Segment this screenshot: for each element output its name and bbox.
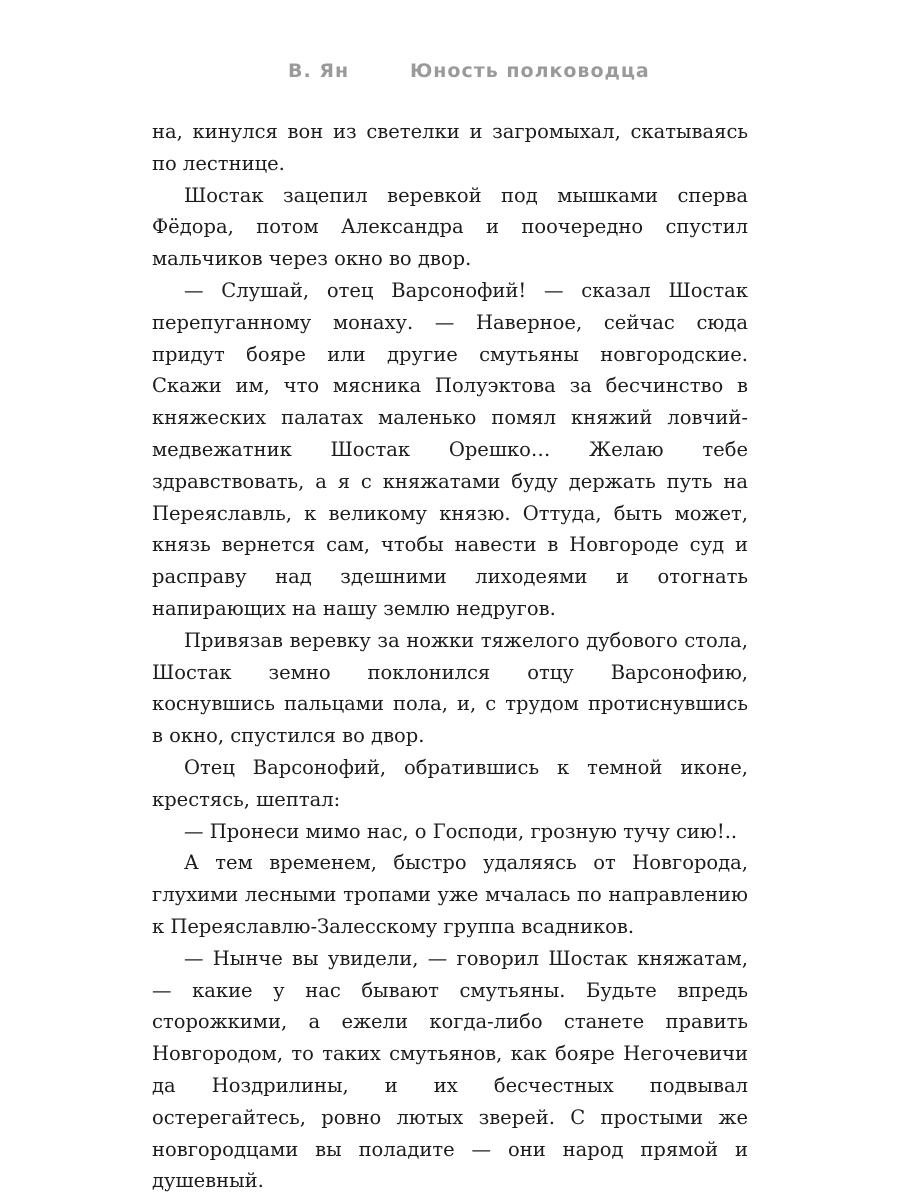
paragraph: Шостак зацепил веревкой под мышками сперва Фёдора, потом Александра и поочередно спустил мальчиков через окно во двор. [152,183,748,271]
paragraph: — Слушай, отец Варсонофий! — сказал Шостак перепуганному монаху. — Наверное, сейчас сюда придут бояре или другие смутьяны новгородские. Скажи им, что мясника Полуэктова за бесчинство в княжеских палатах маленько помял княжий ловчий-медвежатник Шостак Орешко… Желаю тебе здравствовать, а я с княжатами буду держать путь на Переяславль, к великому князю. Оттуда, быть может, князь вернется сам, чтобы навести в Новгороде суд и расправу над здешними лиходеями и отогнать напирающих на нашу землю недругов. [152,278,748,620]
paragraph: на, кинулся вон из светелки и загромыхал, скатываясь по лестнице. [152,120,748,175]
body-text [152,116,748,1197]
paragraph: — Нынче вы увидели, — говорил Шостак княжатам, — какие у нас бывают смутьяны. Будьте впредь сторожкими, а ежели когда-либо станете править Новгородом, то таких смутьянов, как бояре Негочевичи да Ноздрилины, и их бесчестных подвывал остерегайтесь, ровно лютых зверей. С простыми же новгородцами вы поладите — они народ прямой и душевный. [152,946,748,1193]
running-head-author: В. Ян [288,60,350,82]
paragraph: — Пронеси мимо нас, о Господи, грозную тучу сию!.. [184,819,738,843]
paragraph: Отец Варсонофий, обратившись к темной иконе, крестясь, шептал: [152,755,748,811]
paragraph: А тем временем, быстро удаляясь от Новгорода, глухими лесными тропами уже мчалась по направлению к Переяславлю-Залесскому группа всадников. [152,851,748,938]
running-head [0,60,900,90]
paragraph: Привязав веревку за ножки тяжелого дубового стола, Шостак земно поклонился отцу Варсонофию, коснувшись пальцами пола, и, с трудом протиснувшись в окно, спустился во двор. [152,628,748,748]
running-head-book-title: Юность полководца [410,60,650,82]
